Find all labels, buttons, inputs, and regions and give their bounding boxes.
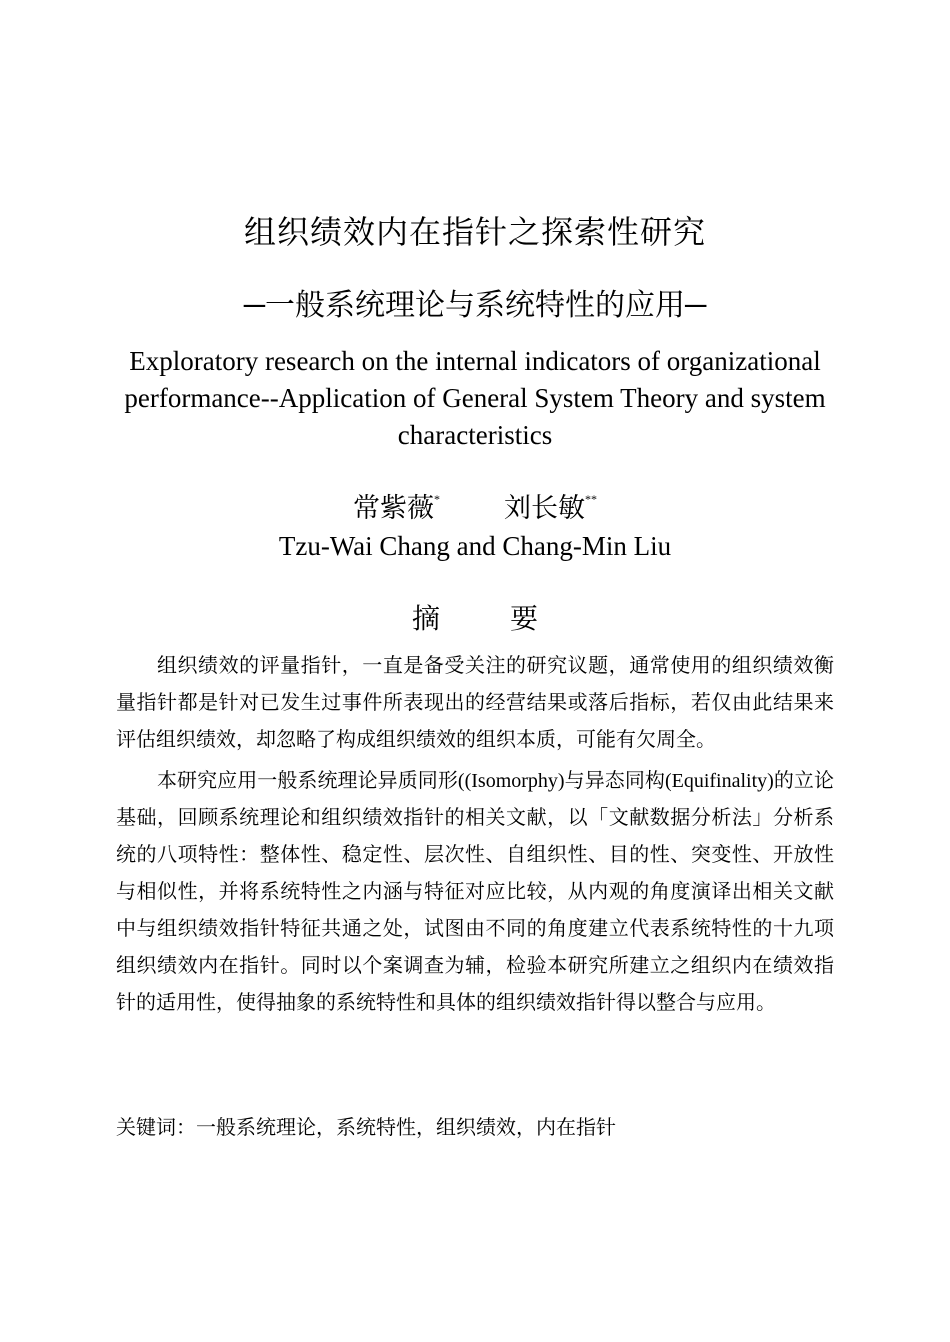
chinese-authors	[0, 490, 950, 526]
author-2-footnote-mark: **	[585, 492, 597, 506]
abstract-heading-char-1: 摘	[411, 604, 440, 635]
abstract-paragraph-2: 本研究应用一般系统理论异质同形((Isomorphy)与异态同构(Equifinality)的立论基础，回顾系统理论和组织绩效指针的相关文献，以「文献数据分析法」分析系统的八项特性：整体性、稳定性、层次性、自组织性、目的性、突变性、开放性与相似性，并将系统特性之内涵与特征对应比较，从内观的角度演译出相关文献中与组织绩效指针特征共通之处，试图由不同的角度建立代表系统特性的十九项组织绩效内在指针。同时以个案调查为辅，检验本研究所建立之组织内在绩效指针的适用性，使得抽象的系统特性和具体的组织绩效指针得以整合与应用。	[116, 770, 834, 1014]
abstract-heading	[0, 600, 950, 640]
abstract-paragraph-1: 组织绩效的评量指针，一直是备受关注的研究议题，通常使用的组织绩效衡量指针都是针对已发生过事件所表现出的经营结果或落后指标，若仅由此结果来评估组织绩效，却忽略了构成组织绩效的组织本质，可能有欠周全。	[116, 655, 834, 751]
keywords-line: 关键词：一般系统理论，系统特性，组织绩效，内在指针	[116, 1117, 616, 1139]
author-1-name: 常紫薇	[353, 493, 434, 523]
abstract-heading-char-2: 要	[510, 604, 539, 635]
chinese-title: 组织绩效内在指针之探索性研究	[243, 214, 706, 250]
author-1-footnote-mark: *	[434, 492, 440, 506]
english-title: Exploratory research on the internal indicators of organizational performance--Application of General System Theory and system characteristics	[124, 346, 826, 450]
english-authors: Tzu-Wai Chang and Chang-Min Liu	[278, 531, 672, 561]
author-2-name: 刘长敏	[504, 493, 585, 523]
abstract-body	[116, 648, 834, 1022]
chinese-subtitle: ─一般系统理论与系统特性的应用─	[243, 289, 707, 322]
